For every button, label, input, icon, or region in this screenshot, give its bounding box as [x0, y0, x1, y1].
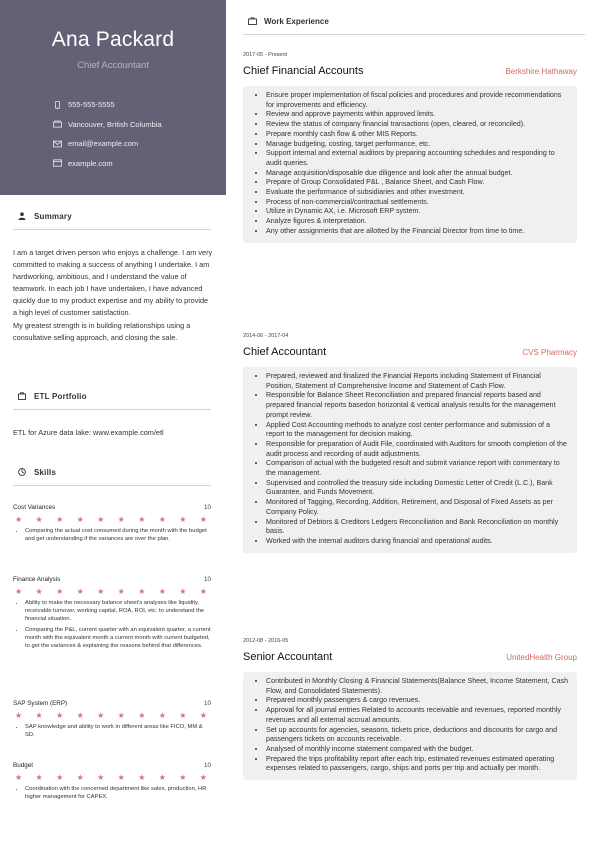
star-icon: ★ — [117, 586, 125, 596]
skill-level: 10 — [203, 762, 211, 769]
job-bullet: • Prepare of Group Consolidated P&L , Balance Sheet, and Cash Flow. — [266, 178, 569, 188]
job-bullet: • Monitored of Debtors & Creditors Ledgers Reconciliation and Bank Reconciliation on monthly basis. — [266, 518, 569, 537]
star-icon: ★ — [76, 710, 84, 720]
star-icon: ★ — [199, 710, 207, 720]
star-icon: ★ — [158, 772, 166, 782]
left-column — [0, 0, 226, 842]
skill-item — [13, 504, 211, 545]
job-bullet: • Supervised and controlled the treasury side including Domestic Letter of Credit (L.C.), Bank Guarantee, and Funds Movement. — [266, 479, 569, 498]
summary-paragraph: I am a target driven person who enjoys a challenge. I am very committed to making a success of anything I undertake. I am hardworking, ambitious, and I understand the value of teamwork. In each job I have undertaken, I have advanced quickly due to my product expertise and my ability to provide a high level of customer satisfaction. — [13, 248, 213, 318]
email-icon — [52, 140, 62, 148]
star-icon: ★ — [158, 586, 166, 596]
star-icon: ★ — [179, 514, 187, 524]
job-bullets — [253, 677, 569, 774]
skill-rating — [15, 514, 207, 525]
star-icon: ★ — [97, 586, 105, 596]
star-icon: ★ — [158, 710, 166, 720]
job-bullet: • Applied Cost Accounting methods to analyze cost center performance and submission of a report to the management for decision making. — [266, 421, 569, 440]
portfolio-text[interactable]: ETL for Azure data lake: www.example.com/etl — [13, 428, 164, 437]
star-icon: ★ — [138, 514, 146, 524]
star-icon: ★ — [56, 514, 64, 524]
star-icon: ★ — [76, 514, 84, 524]
candidate-name: Ana Packard — [51, 28, 175, 51]
job-title: Chief Accountant — [243, 346, 327, 358]
job-entry — [243, 333, 577, 553]
job-bullet: • Review the status of company financial transactions (open, cleared, or reconciled). — [266, 120, 569, 130]
job-bullet: • Manage acquisition/disposable due diligence and look after the annual budget. — [266, 169, 569, 179]
skill-name: SAP System (ERP) — [13, 700, 68, 707]
job-bullets — [253, 372, 569, 547]
summary-body — [13, 247, 213, 344]
contact-list — [52, 95, 162, 173]
skill-rating — [15, 772, 207, 783]
job-date: 2012-08 - 2016-05 — [243, 638, 289, 644]
website-icon — [52, 159, 62, 167]
star-icon: ★ — [117, 514, 125, 524]
job-bullet: • Manage budgeting, costing, target performance, etc. — [266, 140, 569, 150]
star-icon: ★ — [35, 514, 43, 524]
star-icon: ★ — [199, 586, 207, 596]
star-icon: ★ — [138, 710, 146, 720]
contact-phone[interactable] — [52, 95, 162, 115]
skill-bullet: • Comparing the actual cost consumed during the month with the budget and get understanding if the variances are over the plan. — [25, 527, 211, 543]
skills-heading — [13, 468, 211, 486]
skill-item — [13, 700, 211, 741]
skill-level: 10 — [203, 576, 211, 583]
star-icon: ★ — [97, 514, 105, 524]
job-bullet: • Review and approve payments within approved limits. — [266, 110, 569, 120]
job-bullet: • Responsible for preparation of Audit File, coordinated with Auditors for smooth completion of the audit process and recording of audit adjustments. — [266, 440, 569, 459]
company-name: CVS Pharmacy — [522, 348, 577, 357]
skills-title: Skills — [34, 468, 57, 477]
contact-website[interactable] — [52, 154, 162, 174]
star-icon: ★ — [158, 514, 166, 524]
job-bullet: • Evaluate the performance of subsidiaries and other investment. — [266, 188, 569, 198]
job-date: 2017-05 - Present — [243, 52, 288, 58]
skill-bullet: • Comparing the P&L, current quarter with an equivalent quarter, a current month with the equivalent month a current month with current budgeted, to get the variances & explaining the reasons behind that differences. — [25, 626, 211, 651]
job-bullet: • Contributed in Monthly Closing & Financial Statements(Balance Sheet, Income Statement, Cash Flow, and Consolidated Statements). — [266, 677, 569, 696]
star-icon: ★ — [15, 772, 23, 782]
star-icon: ★ — [117, 710, 125, 720]
job-bullet: • Support internal and external auditors by preparing accounting schedules and responding to audit queries. — [266, 149, 569, 168]
company-name: Berkshire Hathaway — [505, 67, 577, 76]
star-icon: ★ — [15, 514, 23, 524]
work-experience-heading — [243, 17, 585, 35]
job-bullet: • Analyze figures & interpretation. — [266, 217, 569, 227]
job-entry — [243, 52, 577, 243]
contact-text: example.com — [68, 158, 113, 168]
star-icon: ★ — [56, 586, 64, 596]
skill-level: 10 — [203, 504, 211, 511]
summary-paragraph: My greatest strength is in building relationships using a consultative selling approach, and closing the sale. — [13, 320, 191, 342]
star-icon: ★ — [15, 710, 23, 720]
job-bullet: • Any other assignments that are allotted by the Financial Director from time to time. — [266, 227, 569, 237]
contact-text: Vancouver, British Columbia — [68, 119, 162, 129]
job-bullet: • Ensure proper implementation of fiscal policies and procedures and provide recommendations for improvements and efficiency. — [266, 91, 569, 110]
job-bullets — [253, 91, 569, 237]
job-bullet: • Utilize in Dynamic AX, i.e. Microsoft ERP system. — [266, 207, 569, 217]
skill-rating — [15, 710, 207, 721]
star-icon: ★ — [76, 772, 84, 782]
contact-text: email@example.com — [68, 139, 139, 149]
phone-icon — [52, 101, 62, 109]
job-bullet: • Analysed of monthly income statement compared with the budget. — [266, 745, 569, 755]
star-icon: ★ — [35, 586, 43, 596]
skill-item — [13, 762, 211, 803]
skill-level: 10 — [203, 700, 211, 707]
star-icon: ★ — [138, 772, 146, 782]
portfolio-title: ETL Portfolio — [34, 392, 87, 401]
star-icon: ★ — [35, 772, 43, 782]
job-bullet: • Comparison of actual with the budgeted result and submit variance report with commentary to the management. — [266, 459, 569, 478]
star-icon: ★ — [97, 710, 105, 720]
star-icon: ★ — [138, 586, 146, 596]
company-name: UnitedHealth Group — [506, 653, 577, 662]
skill-item — [13, 576, 211, 652]
gauge-icon — [18, 468, 28, 477]
job-entry — [243, 638, 577, 780]
location-icon — [52, 120, 62, 128]
right-column — [226, 0, 595, 842]
job-bullet: • Worked with the internal auditors during financial and operational audits. — [266, 537, 569, 547]
contact-location — [52, 115, 162, 135]
profile-header — [0, 0, 226, 195]
job-bullet: • Responsible for Balance Sheet Reconciliation and prepared financial reports based and prepared financial reports basedon horizontal & vertical analysis results for the management prompt review. — [266, 391, 569, 420]
briefcase-icon — [248, 17, 258, 26]
star-icon: ★ — [199, 514, 207, 524]
person-icon — [18, 212, 28, 221]
job-details — [243, 672, 577, 780]
star-icon: ★ — [35, 710, 43, 720]
summary-heading — [13, 212, 211, 230]
contact-email[interactable] — [52, 134, 162, 154]
briefcase-icon — [18, 392, 28, 401]
star-icon: ★ — [56, 710, 64, 720]
star-icon: ★ — [56, 772, 64, 782]
skill-rating — [15, 586, 207, 597]
portfolio-heading — [13, 392, 211, 410]
job-date: 2014-06 - 2017-04 — [243, 333, 289, 339]
job-title: Senior Accountant — [243, 651, 333, 663]
job-bullet: • Prepared monthly passengers & cargo revenues. — [266, 696, 569, 706]
job-bullet: • Prepare monthly cash flow & other MIS Reports. — [266, 130, 569, 140]
star-icon: ★ — [15, 586, 23, 596]
skill-bullet: • Ability to make the necessary balance sheet's analyses like liquidity, receivable turnover, working capital, ROA, ROI, etc. to understand the financial situation. — [25, 599, 211, 624]
job-bullet: • Process of non-commercial/contractual settlements. — [266, 198, 569, 208]
job-details — [243, 367, 577, 553]
work-experience-title: Work Experience — [264, 17, 329, 26]
job-bullet: • Set up accounts for agencies, seasons, tickets price, deductions and discounts for cargo and passengers tickets on accounts receivable. — [266, 726, 569, 745]
job-bullet: • Prepared, reviewed and finalized the Financial Reports including Statement of Financial Position, Statement of Comprehensive Income and Statement of Cash Flow. — [266, 372, 569, 391]
skill-bullet: • SAP knowledge and ability to work in different areas like FICO, MM & SD. — [25, 723, 211, 739]
star-icon: ★ — [199, 772, 207, 782]
summary-title: Summary — [34, 212, 72, 221]
candidate-role: Chief Accountant — [77, 60, 149, 71]
star-icon: ★ — [179, 710, 187, 720]
job-bullet: • Prepared the trips profitability report after each trip, estimated revenues estimated operating expenses related to passengers, cargo, ships and ports per trip and actually per month. — [266, 755, 569, 774]
star-icon: ★ — [179, 586, 187, 596]
skill-bullet: • Coordination with the concerned department like sales, production, HR higher management for CAPEX. — [25, 785, 211, 801]
skill-name: Budget — [13, 762, 33, 769]
star-icon: ★ — [97, 772, 105, 782]
job-bullet: • Approval for all journal entries Related to accounts receivable and revenues, reported monthly revenues and all external accrual amounts. — [266, 706, 569, 725]
contact-text: 555-555-5555 — [68, 100, 115, 110]
skill-name: Cost Variances — [13, 504, 56, 511]
job-details — [243, 86, 577, 243]
skill-name: Finance Analysis — [13, 576, 61, 583]
star-icon: ★ — [117, 772, 125, 782]
job-title: Chief Financial Accounts — [243, 65, 364, 77]
star-icon: ★ — [179, 772, 187, 782]
star-icon: ★ — [76, 586, 84, 596]
job-bullet: • Monitored of Tagging, Recording, Addition, Retirement, and Disposal of Fixed Assets as per Company Policy. — [266, 498, 569, 517]
